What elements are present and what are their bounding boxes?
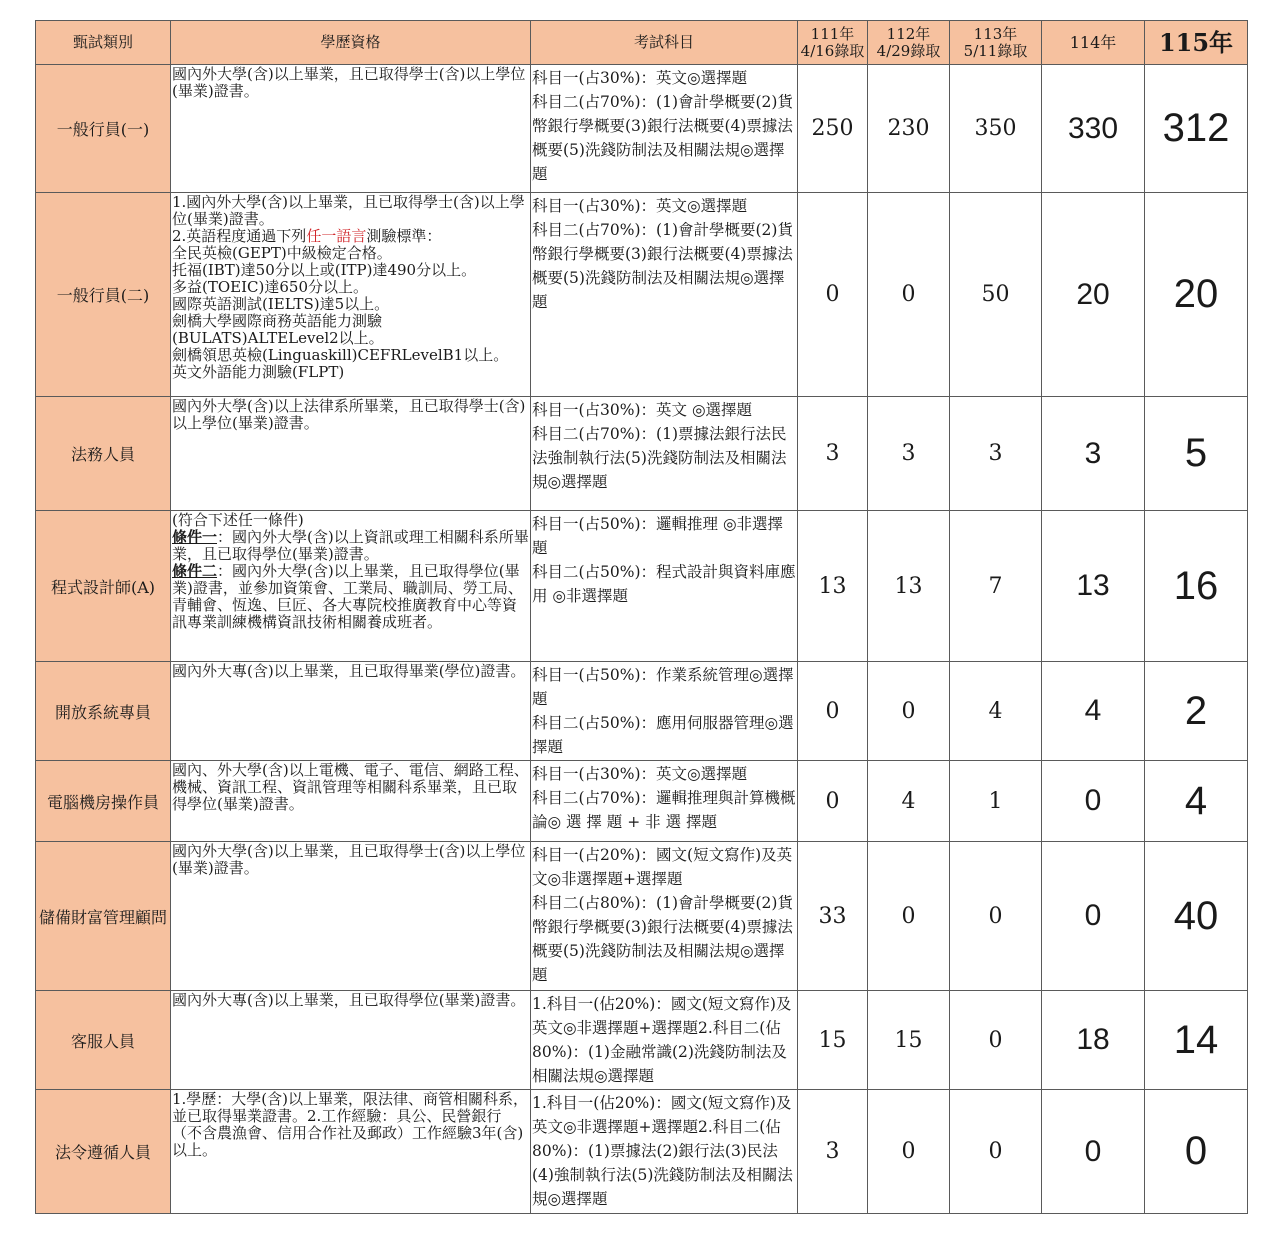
value-113: 0 (950, 842, 1042, 991)
value-115: 5 (1145, 397, 1248, 511)
row-education (171, 65, 531, 193)
value-114: 20 (1042, 193, 1145, 397)
edu-line: 全民英檢(GEPT)中級檢定合格。 (172, 244, 392, 262)
header-y113 (950, 21, 1042, 65)
edu-text: 國內、外大學(含)以上電機、電子、電信、網路工程、機械、資訊工程、資訊管理等相關科系畢業，且已取得學位(畢業)證書。 (172, 761, 529, 813)
value-111: 250 (798, 65, 868, 193)
header-y115: 115年 (1145, 21, 1248, 65)
row-category: 客服人員 (36, 991, 171, 1090)
header-y111-combined (0, 0, 1, 1)
header-category: 甄試類別 (36, 21, 171, 65)
value-115: 312 (1145, 65, 1248, 193)
value-111: 3 (798, 1090, 868, 1214)
value-111: 0 (798, 761, 868, 842)
row-category: 電腦機房操作員 (36, 761, 171, 842)
row-subjects (531, 397, 798, 511)
header-y112-year: 112年 (886, 24, 931, 43)
edu-text: 測驗標準： (366, 227, 442, 245)
edu-text: ：國內外大學(含)以上資訊或理工相關科系所畢業，且已取得學位(畢業)證書。 (172, 528, 529, 563)
edu-text: 1.學歷：大學(含)以上畢業，限法律、商管相關科系，並已取得畢業證書。2.工作經驗：具公、民營銀行（不含農漁會、信用合作社及郵政）工作經驗3年(含)以上。 (172, 1090, 529, 1159)
table-row (36, 1090, 1248, 1214)
value-112: 0 (868, 842, 950, 991)
edu-line: 托福(IBT)達50分以上或(ITP)達490分以上。 (172, 261, 477, 279)
value-112: 3 (868, 397, 950, 511)
row-category: 開放系統專員 (36, 662, 171, 761)
subject-2: 科目二(占70%)：邏輯推理與計算機概論◎ 選 擇 題 + 非 選 擇題 (532, 789, 796, 831)
subject-2: 科目二(占70%)：(1)會計學概要(2)貨幣銀行學概要(3)銀行法概要(4)票據法概要(5)洗錢防制法及相關法規◎選擇題 (532, 221, 793, 311)
edu-line: 多益(TOEIC)達650分以上。 (172, 278, 368, 296)
value-114: 13 (1042, 511, 1145, 662)
value-115: 2 (1145, 662, 1248, 761)
subject-1: 科目一(占50%)：作業系統管理◎選擇題 (532, 666, 794, 708)
subject-1: 科目一(占50%)：邏輯推理 ◎非選擇題 (532, 515, 783, 557)
row-education (171, 511, 531, 662)
value-111: 13 (798, 511, 868, 662)
edu-line: 1.國內外大學(含)以上畢業，且已取得學士(含)以上學位(畢業)證書。 (172, 193, 525, 228)
value-113: 3 (950, 397, 1042, 511)
subject-1: 科目一(占30%)：英文◎選擇題 (532, 197, 748, 215)
table-row (36, 842, 1248, 991)
row-category: 法令遵循人員 (36, 1090, 171, 1214)
row-subjects (531, 511, 798, 662)
edu-line: 劍橋領思英檢(Linguaskill)CEFRLevelB1以上。 (172, 346, 509, 364)
header-y111 (798, 21, 868, 65)
header-y112-date: 4/29錄取 (876, 41, 941, 60)
value-115: 14 (1145, 991, 1248, 1090)
value-115: 4 (1145, 761, 1248, 842)
value-115: 16 (1145, 511, 1248, 662)
exam-table-container (35, 20, 1247, 1214)
subject-2: 科目二(占70%)：(1)票據法銀行法民法強制執行法(5)洗錢防制法及相關法規◎選擇題 (532, 425, 787, 491)
value-112: 230 (868, 65, 950, 193)
row-category: 程式設計師(A) (36, 511, 171, 662)
row-category: 儲備財富管理顧問 (36, 842, 171, 991)
value-113: 50 (950, 193, 1042, 397)
value-111: 33 (798, 842, 868, 991)
value-115: 40 (1145, 842, 1248, 991)
header-y113-date: 5/11錄取 (963, 41, 1028, 60)
row-education (171, 761, 531, 842)
edu-text: 2.英語程度通過下列 (172, 227, 307, 245)
edu-text: 國內外大學(含)以上法律系所畢業，且已取得學士(含)以上學位(畢業)證書。 (172, 397, 526, 432)
value-114: 0 (1042, 842, 1145, 991)
value-114: 0 (1042, 1090, 1145, 1214)
value-113: 350 (950, 65, 1042, 193)
header-education: 學歷資格 (171, 21, 531, 65)
row-education (171, 991, 531, 1090)
condition-1-label: 條件一 (172, 528, 218, 546)
row-subjects (531, 65, 798, 193)
value-113: 0 (950, 1090, 1042, 1214)
value-111: 0 (798, 193, 868, 397)
row-category: 法務人員 (36, 397, 171, 511)
subject-1: 科目一(占30%)：英文◎選擇題 (532, 765, 748, 783)
table-row (36, 761, 1248, 842)
edu-text: ：國內外大學(含)以上畢業，且已取得學位(畢業)證書，並參加資策會、工業局、職訓局、勞工局、青輔會、恆逸、巨匠、各大專院校推廣教育中心等資訊專業訓練機構資訊技術相關養成班者。 (172, 562, 523, 631)
value-112: 4 (868, 761, 950, 842)
table-row (36, 662, 1248, 761)
value-114: 3 (1042, 397, 1145, 511)
edu-text: 國內外大學(含)以上畢業，且已取得學士(含)以上學位(畢業)證書。 (172, 65, 526, 100)
value-114: 330 (1042, 65, 1145, 193)
row-subjects (531, 193, 798, 397)
subject-1: 科目一(占20%)：國文(短文寫作)及英文◎非選擇題+選擇題 (532, 846, 793, 888)
row-subjects (531, 842, 798, 991)
row-education (171, 842, 531, 991)
value-115: 20 (1145, 193, 1248, 397)
edu-line (172, 529, 529, 563)
edu-text: 國內外大學(含)以上畢業，且已取得學士(含)以上學位(畢業)證書。 (172, 842, 526, 877)
subject-2: 科目二(占50%)：應用伺服器管理◎選擇題 (532, 714, 794, 756)
row-subjects (531, 662, 798, 761)
row-subjects (531, 761, 798, 842)
value-113: 1 (950, 761, 1042, 842)
subject-2: 科目二(占80%)：(1)會計學概要(2)貨幣銀行學概要(3)銀行法概要(4)票據法概要(5)洗錢防制法及相關法規◎選擇題 (532, 894, 793, 984)
edu-line: 英文外語能力測驗(FLPT) (172, 363, 345, 381)
subject-2: 科目二(占70%)：(1)會計學概要(2)貨幣銀行學概要(3)銀行法概要(4)票據法概要(5)洗錢防制法及相關法規◎選擇題 (532, 93, 793, 183)
row-subjects (531, 1090, 798, 1214)
row-category: 一般行員(二) (36, 193, 171, 397)
subject-1: 1.科目一(佔20%)：國文(短文寫作)及英文◎非選擇題+選擇題2.科目二(佔80%)：(1)票據法(2)銀行法(3)民法(4)強制執行法(5)洗錢防制法及相關法規◎選擇題 (532, 1094, 793, 1208)
header-y113-year: 113年 (973, 24, 1018, 43)
edu-line (172, 563, 529, 631)
value-113: 7 (950, 511, 1042, 662)
value-115: 0 (1145, 1090, 1248, 1214)
row-education (171, 397, 531, 511)
value-111: 15 (798, 991, 868, 1090)
edu-text: 國內外大專(含)以上畢業，且已取得學位(畢業)證書。 (172, 991, 526, 1009)
subject-2: 科目二(占50%)：程式設計與資料庫應用 ◎非選擇題 (532, 563, 796, 605)
subject-1: 科目一(占30%)：英文◎選擇題 (532, 69, 748, 87)
edu-highlight: 任一語言 (306, 227, 367, 245)
edu-text: 國內外大專(含)以上畢業，且已取得畢業(學位)證書。 (172, 662, 526, 680)
table-row (36, 65, 1248, 193)
value-112: 0 (868, 1090, 950, 1214)
row-education (171, 662, 531, 761)
edu-line: (符合下述任一條件) (172, 511, 304, 529)
value-114: 4 (1042, 662, 1145, 761)
table-row (36, 511, 1248, 662)
row-education (171, 1090, 531, 1214)
table-row (36, 193, 1248, 397)
row-subjects (531, 991, 798, 1090)
subject-1: 1.科目一(佔20%)：國文(短文寫作)及英文◎非選擇題+選擇題2.科目二(佔80%)：(1)金融常識(2)洗錢防制法及相關法規◎選擇題 (532, 995, 792, 1085)
table-row (36, 991, 1248, 1090)
value-113: 0 (950, 991, 1042, 1090)
row-category: 一般行員(一) (36, 65, 171, 193)
value-111: 0 (798, 662, 868, 761)
header-y111-year: 111年 (810, 24, 855, 43)
header-y114: 114年 (1042, 21, 1145, 65)
row-education (171, 193, 531, 397)
value-113: 4 (950, 662, 1042, 761)
edu-line: 劍橋大學國際商務英語能力測驗(BULATS)ALTELevel2以上。 (172, 312, 384, 347)
table-row (36, 397, 1248, 511)
value-111: 3 (798, 397, 868, 511)
edu-line: 國際英語測試(IELTS)達5以上。 (172, 295, 390, 313)
header-y111-date: 4/16錄取 (800, 41, 865, 60)
header-row (36, 21, 1248, 65)
condition-2-label: 條件二 (172, 562, 218, 580)
header-y112 (868, 21, 950, 65)
value-114: 0 (1042, 761, 1145, 842)
value-112: 0 (868, 193, 950, 397)
edu-line (172, 228, 529, 245)
exam-table (35, 20, 1248, 1214)
value-114: 18 (1042, 991, 1145, 1090)
value-112: 15 (868, 991, 950, 1090)
value-112: 13 (868, 511, 950, 662)
value-112: 0 (868, 662, 950, 761)
subject-1: 科目一(占30%)：英文 ◎選擇題 (532, 401, 752, 419)
header-subjects: 考試科目 (531, 21, 798, 65)
